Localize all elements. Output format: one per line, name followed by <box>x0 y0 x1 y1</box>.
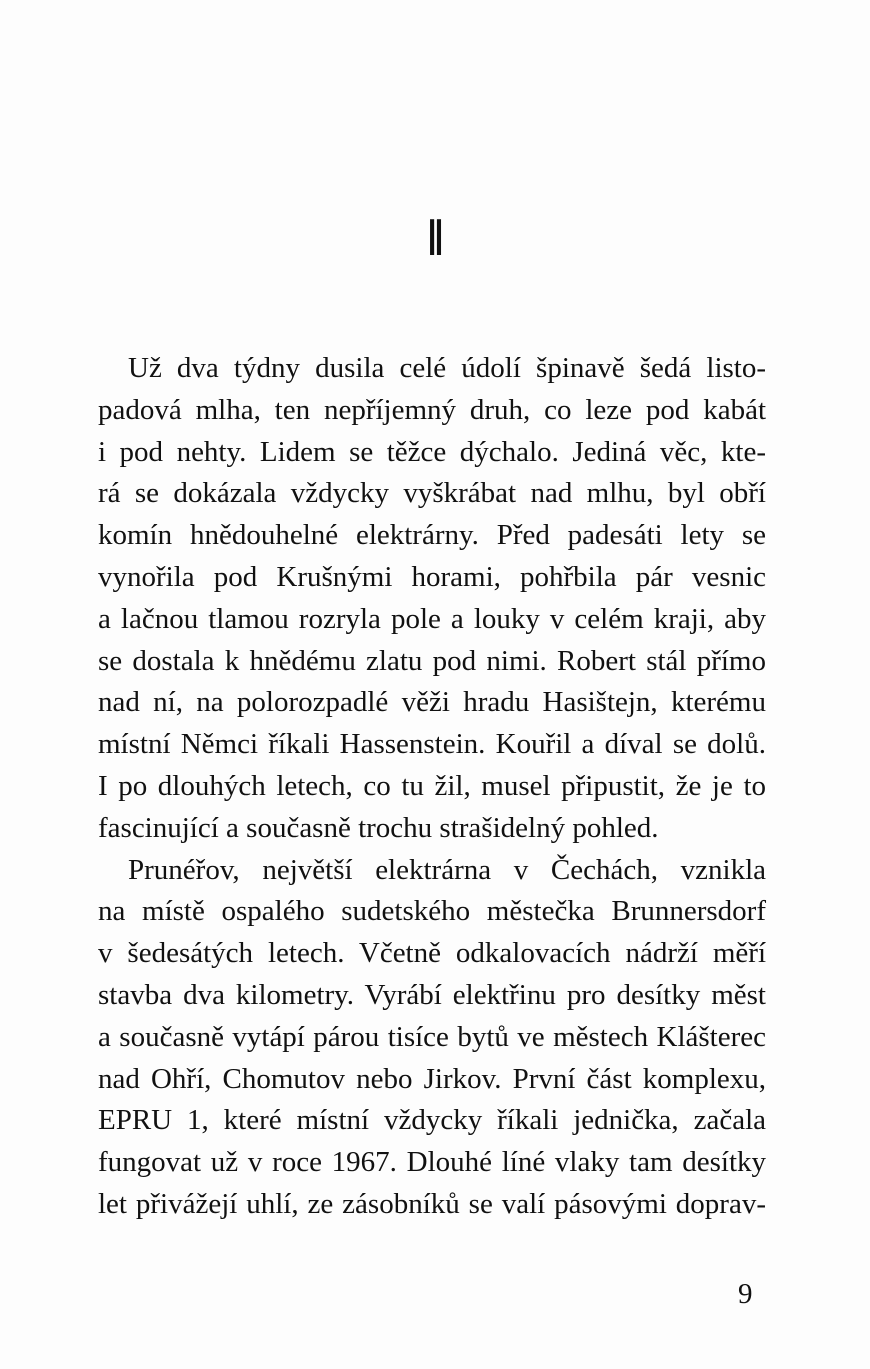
paragraph <box>98 348 766 850</box>
text-line: I po dlouhých letech, co tu žil, musel připustit, že je to <box>98 769 766 802</box>
page-number: 9 <box>738 1278 753 1310</box>
text-line: EPRU 1, které místní vždycky říkali jednička, začala <box>98 1104 766 1137</box>
text-line: nad Ohří, Chomutov nebo Jirkov. První část komplexu, <box>98 1062 766 1095</box>
text-line: v šedesátých letech. Včetně odkalovacích nádrží měří <box>98 937 766 970</box>
text-line: a současně vytápí párou tisíce bytů ve městech Klášterec <box>98 1020 766 1053</box>
text-line: let přivážejí uhlí, ze zásobníků se valí pásovými doprav- <box>98 1187 766 1220</box>
text-line: a lačnou tlamou rozryla pole a louky v celém kraji, aby <box>98 602 766 635</box>
text-line: rá se dokázala vždycky vyškrábat nad mlhu, byl obří <box>98 477 766 510</box>
text-line: se dostala k hnědému zlatu pod nimi. Robert stál přímo <box>98 644 766 677</box>
text-line: fungovat už v roce 1967. Dlouhé líné vlaky tam desítky <box>98 1146 766 1179</box>
text-line: na místě ospalého sudetského městečka Brunnersdorf <box>98 895 766 928</box>
text-line: i pod nehty. Lidem se těžce dýchalo. Jediná věc, kte- <box>98 435 766 468</box>
chapter-number: II <box>428 209 442 267</box>
text-line: Už dva týdny dusila celé údolí špinavě šedá listo- <box>128 352 766 384</box>
text-line: padová mlha, ten nepříjemný druh, co leze pod kabát <box>98 393 766 426</box>
text-line: Prunéřov, největší elektrárna v Čechách, vznikla <box>128 853 766 886</box>
text-line: stavba dva kilometry. Vyrábí elektřinu pro desítky měst <box>98 978 766 1011</box>
paragraph <box>98 850 766 1226</box>
text-line: vynořila pod Krušnými horami, pohřbila pár vesnic <box>98 560 766 593</box>
text-line: místní Němci říkali Hassenstein. Kouřil a díval se dolů. <box>98 728 766 761</box>
text-line: komín hnědouhelné elektrárny. Před padesáti lety se <box>98 519 766 552</box>
body-text <box>98 348 766 1226</box>
text-line: fascinující a současně trochu strašidelný pohled. <box>98 811 659 844</box>
text-line: nad ní, na polorozpadlé věži hradu Hasištejn, kterému <box>98 686 766 719</box>
